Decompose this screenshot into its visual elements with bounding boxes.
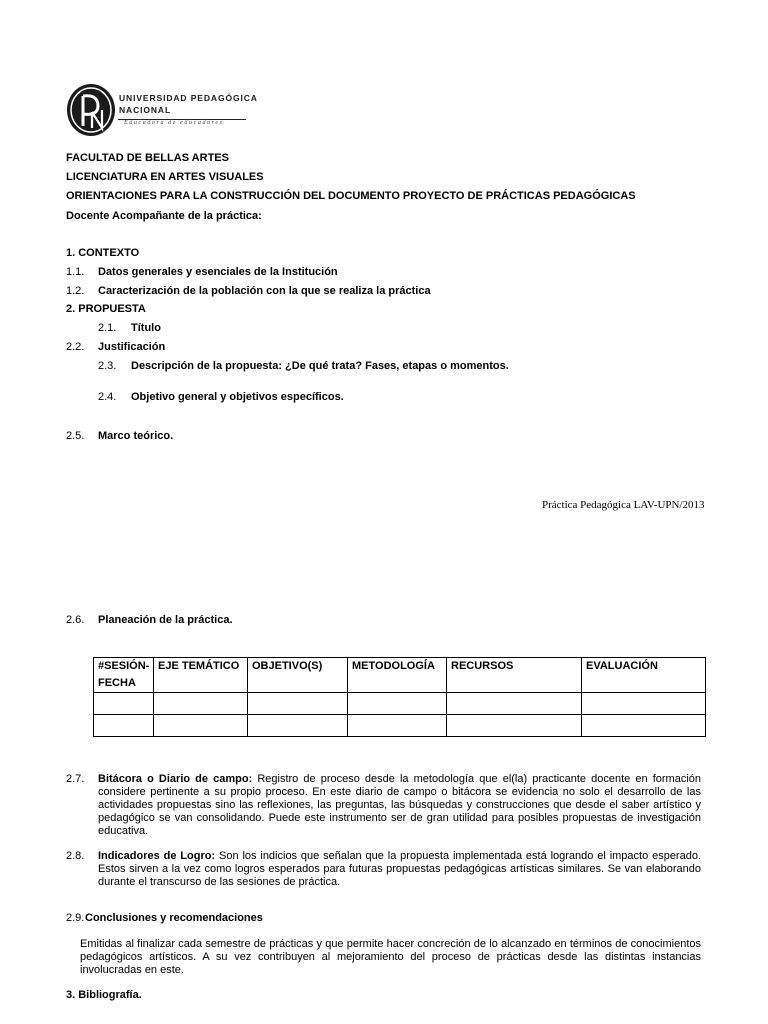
section-2-5-title: Marco teórico. [98, 430, 174, 442]
section-1-2-number: 1.2. [66, 285, 85, 297]
logo-line-2: NACIONAL [119, 105, 172, 115]
table-cell[interactable] [248, 693, 348, 715]
table-header-objectives: OBJETIVO(S) [248, 658, 348, 693]
faculty-heading: FACULTAD DE BELLAS ARTES [66, 152, 229, 164]
section-2-7-paragraph [98, 773, 701, 838]
logo-text [119, 92, 258, 116]
section-2-7-number: 2.7. [66, 773, 85, 785]
section-2-6-title: Planeación de la práctica. [98, 614, 233, 626]
section-1-1-title: Datos generales y esenciales de la Institución [98, 266, 338, 278]
table-row [94, 715, 706, 737]
section-2-9-paragraph: Emitidas al finalizar cada semestre de prácticas y que permite hacer concreción de lo alcanzado en términos de conocimientos pedagógicos artísticos. A su vez contribuyen al mejoramiento del proceso de prácticas desde las distintas instancias involucradas en este. [80, 938, 701, 976]
table-header-session: #SESIÓN-FECHA [94, 658, 154, 693]
logo-tagline: Educadora de educadores [124, 120, 224, 126]
table-cell[interactable] [447, 715, 582, 737]
table-header-row [94, 658, 706, 693]
logo-line-1: UNIVERSIDAD PEDAGÓGICA [119, 93, 258, 103]
section-2-8-paragraph [98, 850, 701, 889]
page-footer: Práctica Pedagógica LAV-UPN/2013 [542, 499, 705, 511]
section-2-8-number: 2.8. [66, 850, 85, 862]
section-2-9-title: Conclusiones y recomendaciones [85, 912, 263, 924]
section-1-heading: 1. CONTEXTO [66, 247, 140, 259]
table-cell[interactable] [582, 715, 706, 737]
section-1-1-number: 1.1. [66, 266, 85, 278]
document-title: ORIENTACIONES PARA LA CONSTRUCCIÓN DEL DOCUMENTO PROYECTO DE PRÁCTICAS PEDAGÓGICAS [66, 190, 636, 202]
section-2-heading: 2. PROPUESTA [66, 303, 146, 315]
section-2-8-label: Indicadores de Logro: [98, 850, 216, 862]
table-row [94, 693, 706, 715]
section-2-3-number: 2.3. [98, 360, 117, 372]
table-header-methodology: METODOLOGÍA [348, 658, 447, 693]
table-cell[interactable] [348, 693, 447, 715]
section-2-9-number: 2.9. [66, 912, 85, 924]
table-cell[interactable] [248, 715, 348, 737]
section-2-7-label: Bitácora o Diario de campo: [98, 773, 253, 785]
section-2-3-title: Descripción de la propuesta: ¿De qué trata? Fases, etapas o momentos. [131, 360, 509, 372]
table-header-theme: EJE TEMÁTICO [154, 658, 248, 693]
table-cell[interactable] [582, 693, 706, 715]
section-2-1-number: 2.1. [98, 322, 117, 334]
university-seal-icon [66, 82, 118, 138]
section-2-4-number: 2.4. [98, 391, 117, 403]
section-2-1-title: Título [131, 322, 161, 334]
section-2-7-text: Registro de proceso desde la metodología que el(la) practicante docente en formación considere pertinente a su propio proceso. En este diario de campo o bitácora se evidencia no solo el desarrollo de las actividades propuestas sino las reflexiones, las preguntas, las búsquedas y construcciones que desde el saber artístico y pedagógico se van consolidando. Puede este instrumento ser de gran utilidad para posibles propuestas de investigación educativa. [98, 773, 701, 837]
table-cell[interactable] [154, 693, 248, 715]
table-cell[interactable] [94, 715, 154, 737]
section-1-2-title: Caracterización de la población con la que se realiza la práctica [98, 285, 431, 297]
table-cell[interactable] [348, 715, 447, 737]
table-cell[interactable] [154, 715, 248, 737]
section-2-2-number: 2.2. [66, 341, 85, 353]
table-cell[interactable] [94, 693, 154, 715]
table-header-resources: RECURSOS [447, 658, 582, 693]
planning-table [93, 657, 706, 737]
program-heading: LICENCIATURA EN ARTES VISUALES [66, 171, 264, 183]
teacher-label: Docente Acompañante de la práctica: [66, 210, 262, 222]
section-2-2-title: Justificación [98, 341, 166, 353]
section-3-heading: 3. Bibliografía. [66, 989, 142, 1001]
section-2-8-text: Son los indicios que señalan que la propuesta implementada está logrando el impacto esperado. Estos sirven a la vez como logros esperados para futuras propuestas pedagógicas artísticas similares. Se van elaborando durante el transcurso de las sesiones de práctica. [98, 850, 702, 888]
table-header-evaluation: EVALUACIÓN [582, 658, 706, 693]
section-2-5-number: 2.5. [66, 430, 85, 442]
section-2-6-number: 2.6. [66, 614, 85, 626]
section-2-4-title: Objetivo general y objetivos específicos. [131, 391, 344, 403]
table-cell[interactable] [447, 693, 582, 715]
